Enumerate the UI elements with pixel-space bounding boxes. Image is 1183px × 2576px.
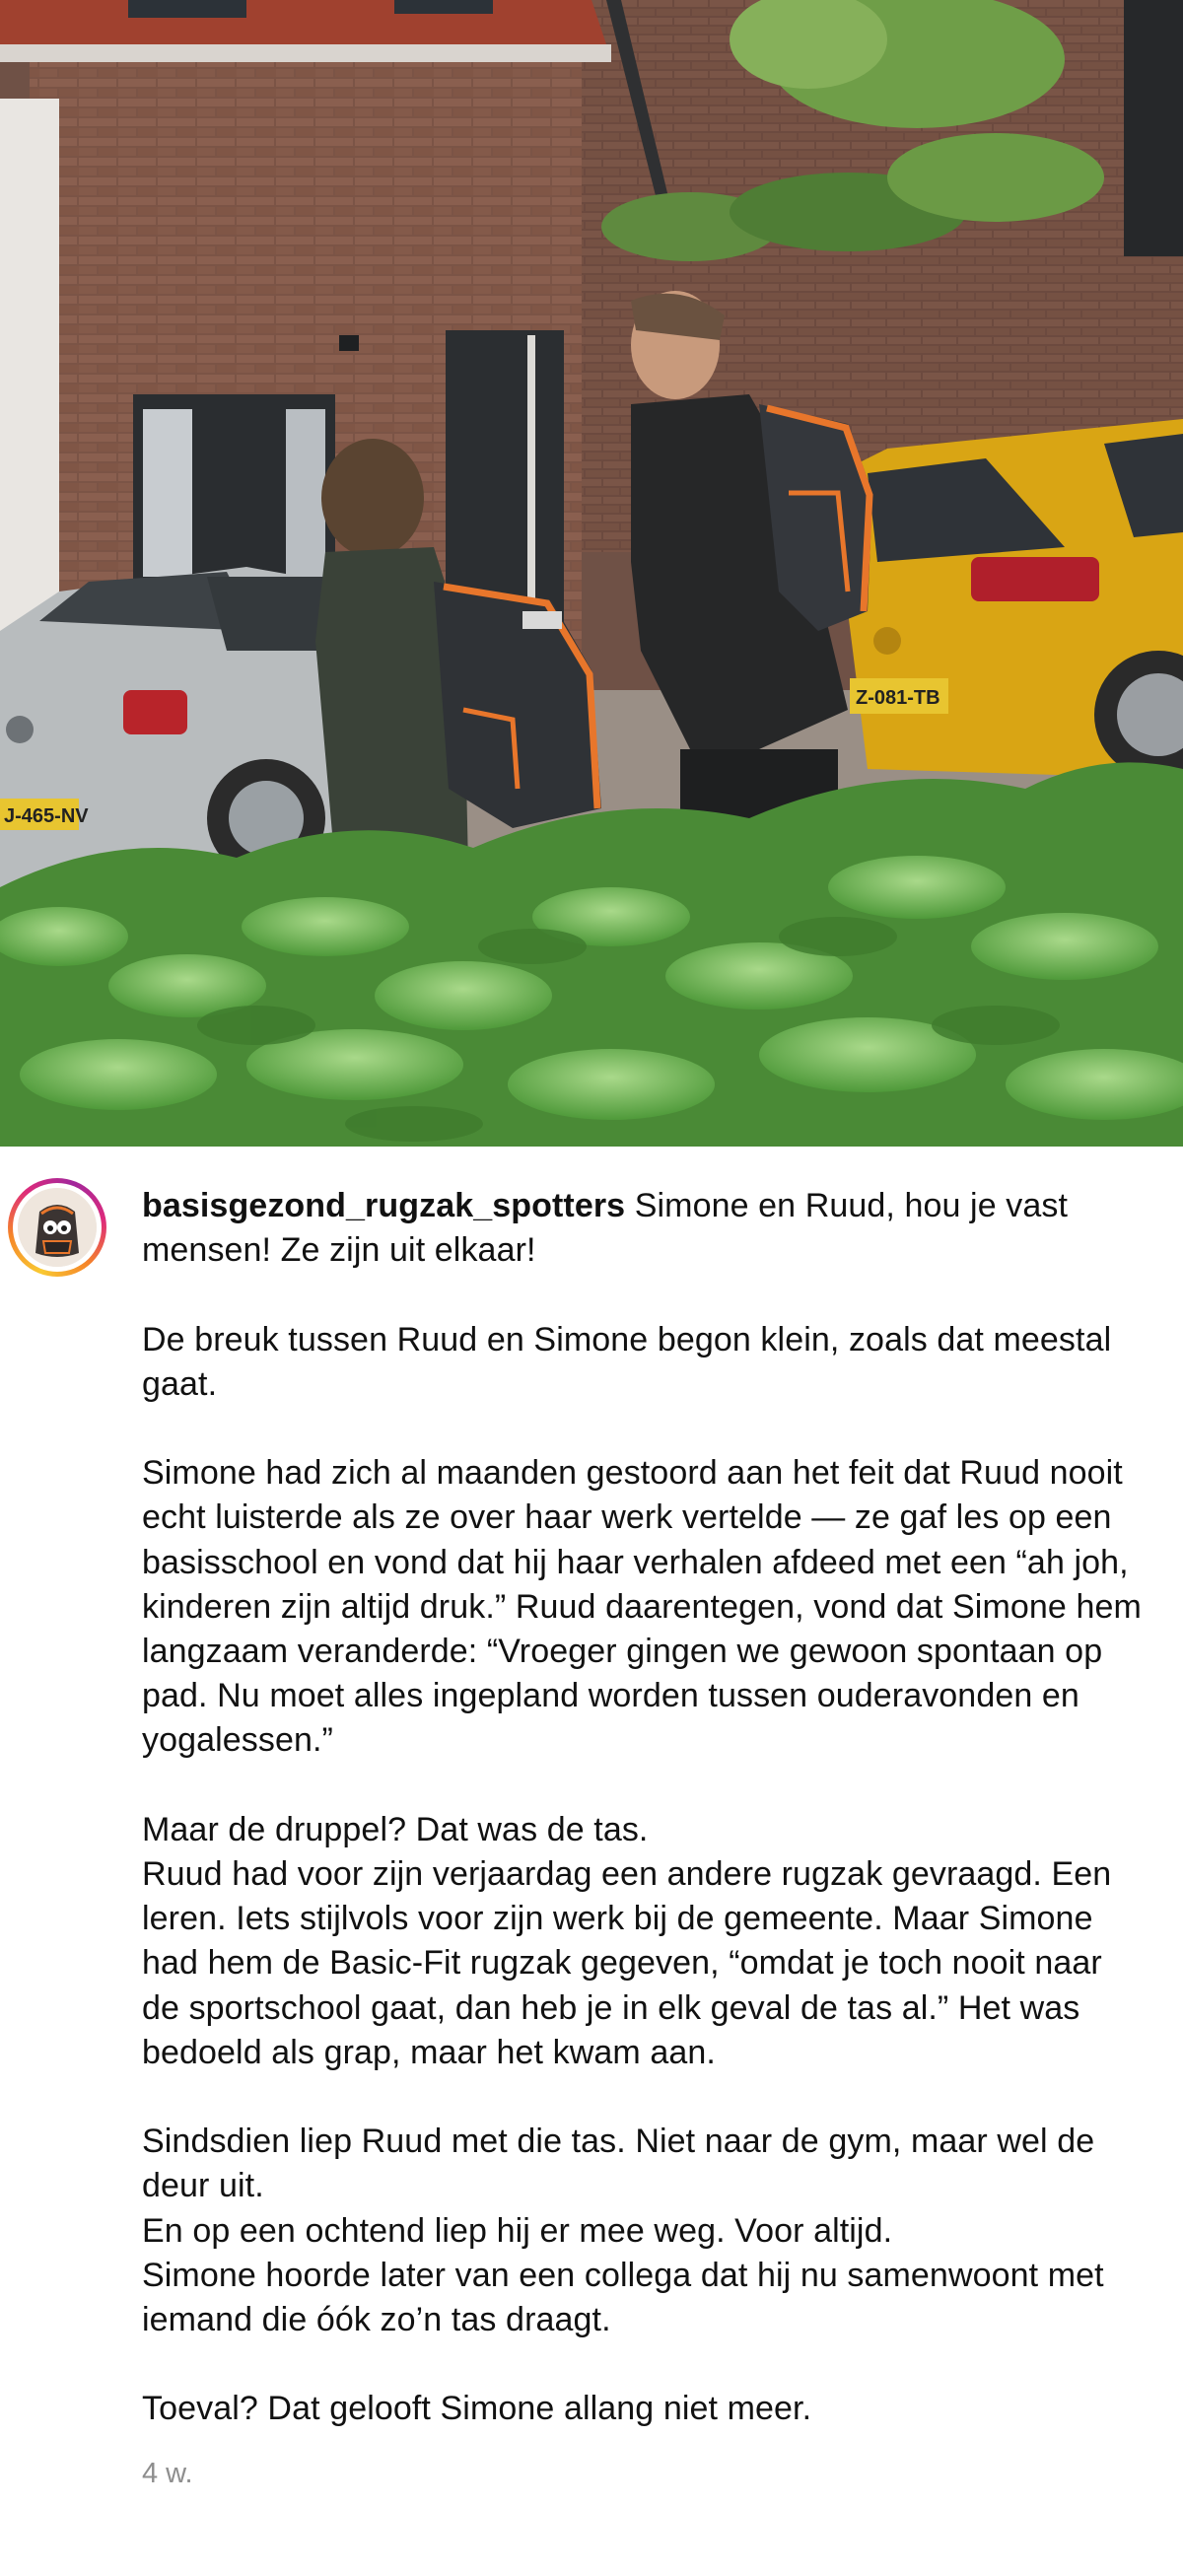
username-link[interactable]: basisgezond_rugzak_spotters [142,1187,626,1224]
backpack-avatar-icon [18,1188,97,1267]
caption-paragraph-3: Maar de druppel? Dat was de tas. Ruud had voor zijn verjaardag een andere rugzak gevraagd. Een leren. Iets stijlvols voor zijn werk bij de gemeente. Maar Simone had hem de Basic-Fit rugzak gegeven, “omdat je toch nooit naar de sportschool gaat, dan heb je in elk geval de tas al.” Het was bedoeld als grap, maar het kwam aan. [142,1810,1112,2071]
caption-intro [142,1184,1148,1273]
svg-text:J-465-NV: J-465-NV [4,805,89,827]
caption-paragraph-2: Simone had zich al maanden gestoord aan het feit dat Ruud nooit echt luisterde als ze over haar werk vertelde — ze gaf les op een basisschool en vond dat hij haar verhalen afdeed met een “ah joh, kinderen zijn altijd druk.” Ruud daarentegen, vond dat Simone hem langzaam veranderde: “Vroeger gingen we gewoon spontaan op pad. Nu moet alles ingepland worden tussen ouderavonden en yogalessen.” [142,1454,1142,1760]
post-caption [0,1147,1183,2576]
caption-text [142,1184,1148,2432]
profile-avatar[interactable] [8,1178,106,1277]
post-timestamp[interactable]: 4 w. [142,2458,193,2489]
caption-paragraph-4: Sindsdien liep Ruud met die tas. Niet naar de gym, maar wel de deur uit. En op een ochtend liep hij er mee weg. Voor altijd. Simone hoorde later van een collega dat hij nu samenwoont met iemand die óók zo’n tas draagt. [142,2123,1104,2339]
post-photo[interactable] [0,0,1183,1147]
caption-first-line: Simone en Ruud, hou je vast mensen! Ze zijn uit elkaar! [142,1187,1069,1270]
svg-text:Z-081-TB: Z-081-TB [856,687,940,709]
caption-paragraph-5: Toeval? Dat gelooft Simone allang niet meer. [142,2390,812,2428]
caption-paragraph-1: De breuk tussen Ruud en Simone begon klein, zoals dat meestal gaat. [142,1320,1112,1403]
